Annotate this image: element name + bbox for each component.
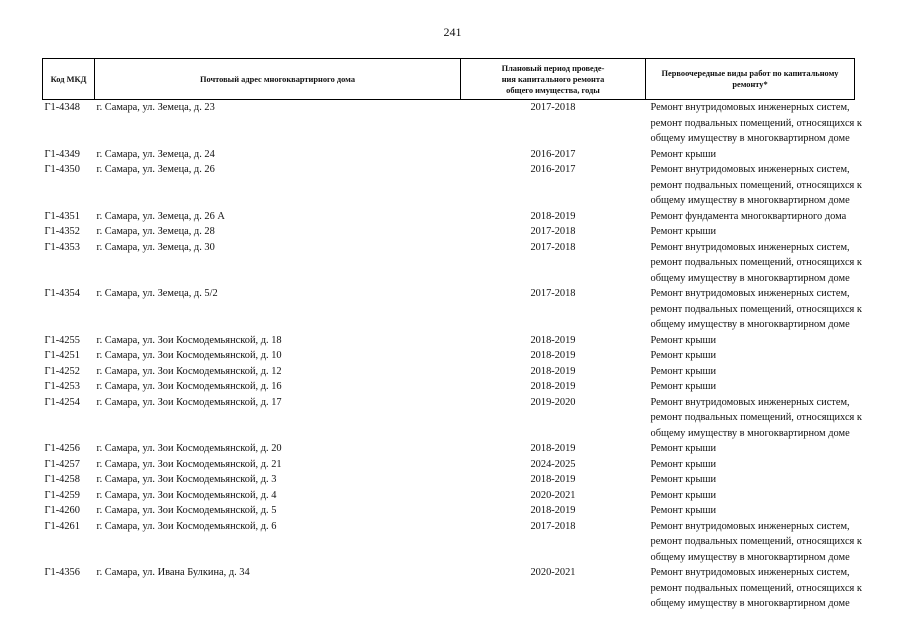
- header-works-line: ремонту*: [732, 80, 768, 89]
- works-line: Ремонт внутридомовых инженерных систем,: [650, 520, 850, 532]
- header-period-line: ния капитального ремонта: [501, 74, 605, 84]
- mkd-code-cell: Г1-4354: [44, 288, 80, 299]
- works-line: Ремонт внутридомовых инженерных систем,: [650, 164, 850, 175]
- works-cell: [646, 379, 855, 395]
- works-line: ремонт подвальных помещений, относящихся к: [650, 536, 862, 547]
- address-cell: г. Самара, ул. Земеца, д. 28: [96, 226, 215, 237]
- header-period-line: общего имущества, годы: [506, 85, 600, 95]
- works-cell: [646, 503, 855, 519]
- works-cell: [646, 286, 862, 333]
- period-cell: 2018-2019: [530, 210, 576, 222]
- table-row: [43, 503, 855, 519]
- works-line: Ремонт крыши: [650, 458, 717, 470]
- works-line: ремонт подвальных помещений, относящихся к: [650, 117, 862, 129]
- period-cell: 2017-2018: [530, 102, 576, 113]
- period-cell: 2016-2017: [530, 164, 576, 175]
- works-cell: [646, 240, 862, 287]
- works-line: общему имуществу в многоквартирном доме: [650, 319, 850, 330]
- works-line: Ремонт крыши: [650, 350, 717, 361]
- table-row: [43, 395, 855, 442]
- address-cell: г. Самара, ул. Зои Космодемьянской, д. 4: [96, 489, 277, 501]
- address-cell: г. Самара, ул. Зои Космодемьянской, д. 17: [96, 396, 282, 408]
- address-cell: г. Самара, ул. Земеца, д. 26: [96, 164, 215, 175]
- address-cell: г. Самара, ул. Зои Космодемьянской, д. 6: [96, 520, 277, 532]
- mkd-code-cell: Г1-4350: [44, 164, 80, 175]
- address-cell: г. Самара, ул. Зои Космодемьянской, д. 5: [96, 505, 277, 516]
- works-line: ремонт подвальных помещений, относящихся к: [650, 179, 862, 191]
- mkd-code-cell: Г1-4259: [44, 489, 80, 501]
- address-cell: г. Самара, ул. Зои Космодемьянской, д. 16: [96, 381, 282, 392]
- mkd-code-cell: Г1-4251: [44, 350, 80, 361]
- address-cell: г. Самара, ул. Зои Космодемьянской, д. 18: [96, 334, 282, 346]
- mkd-code-cell: Г1-4257: [44, 458, 80, 470]
- table-row: [43, 565, 855, 612]
- table-row: [43, 162, 855, 209]
- mkd-code-cell: Г1-4253: [44, 381, 80, 392]
- works-line: Ремонт внутридомовых инженерных систем,: [650, 102, 850, 113]
- table-row: [43, 209, 855, 225]
- period-cell: 2020-2021: [530, 489, 576, 501]
- works-cell: [646, 519, 862, 566]
- mkd-code-cell: Г1-4261: [44, 520, 80, 532]
- works-cell: [646, 162, 862, 209]
- works-line: Ремонт крыши: [650, 443, 717, 454]
- period-cell: 2018-2019: [530, 350, 576, 361]
- table-row: [43, 147, 855, 163]
- header-period-line: Плановый период проведе-: [501, 63, 605, 73]
- works-line: Ремонт внутридомовых инженерных систем,: [650, 241, 850, 253]
- works-line: Ремонт крыши: [650, 474, 717, 485]
- period-cell: 2018-2019: [530, 381, 576, 392]
- period-cell: 2024-2025: [530, 458, 576, 470]
- address-cell: г. Самара, ул. Земеца, д. 23: [96, 102, 215, 113]
- table-row: [43, 286, 855, 333]
- works-line: общему имуществу в многоквартирном доме: [650, 133, 850, 144]
- address-cell: г. Самара, ул. Земеца, д. 24: [96, 148, 215, 160]
- table-row: [43, 457, 855, 473]
- period-cell: 2016-2017: [530, 148, 576, 160]
- address-cell: г. Самара, ул. Земеца, д. 5/2: [96, 288, 218, 299]
- address-cell: г. Самара, ул. Земеца, д. 30: [96, 241, 215, 253]
- mkd-code-cell: Г1-4356: [44, 567, 80, 578]
- address-cell: г. Самара, ул. Зои Космодемьянской, д. 12: [96, 365, 282, 377]
- works-cell: [646, 488, 855, 504]
- works-line: ремонт подвальных помещений, относящихся к: [650, 412, 862, 423]
- works-cell: [646, 472, 855, 488]
- works-cell: [646, 224, 855, 240]
- works-line: ремонт подвальных помещений, относящихся к: [650, 303, 862, 315]
- mkd-code-cell: Г1-4256: [44, 443, 80, 454]
- address-cell: г. Самара, ул. Ивана Булкина, д. 34: [96, 567, 250, 578]
- works-cell: [646, 364, 855, 380]
- period-cell: 2018-2019: [530, 474, 576, 485]
- mkd-code-cell: Г1-4255: [44, 334, 80, 346]
- header-period: [461, 59, 646, 100]
- works-line: ремонт подвальных помещений, относящихся к: [650, 582, 862, 594]
- period-cell: 2018-2019: [530, 505, 576, 516]
- mkd-code-cell: Г1-4352: [44, 226, 80, 237]
- works-cell: [646, 209, 855, 225]
- capital-repair-table: [42, 58, 862, 612]
- works-line: Ремонт крыши: [650, 365, 717, 377]
- works-cell: [646, 441, 855, 457]
- works-cell: [646, 395, 862, 442]
- table-row: [43, 240, 855, 287]
- works-line: Ремонт крыши: [650, 489, 717, 501]
- header-works-line: Первоочередные виды работ по капитальному: [661, 69, 839, 78]
- works-cell: [646, 100, 862, 147]
- works-line: Ремонт крыши: [650, 226, 717, 237]
- works-line: Ремонт внутридомовых инженерных систем,: [650, 288, 850, 299]
- works-line: общему имуществу в многоквартирном доме: [650, 551, 850, 563]
- mkd-code-cell: Г1-4252: [44, 365, 80, 377]
- works-line: общему имуществу в многоквартирном доме: [650, 195, 850, 206]
- address-cell: г. Самара, ул. Зои Космодемьянской, д. 10: [96, 350, 282, 361]
- table-row: [43, 333, 855, 349]
- table-row: [43, 348, 855, 364]
- period-cell: 2017-2018: [530, 520, 576, 532]
- works-line: Ремонт внутридомовых инженерных систем,: [650, 567, 850, 578]
- works-cell: [646, 333, 855, 349]
- table-row: [43, 472, 855, 488]
- mkd-code-cell: Г1-4353: [44, 241, 80, 253]
- works-cell: [646, 457, 855, 473]
- works-line: Ремонт крыши: [650, 505, 717, 516]
- table-row: [43, 441, 855, 457]
- works-line: Ремонт фундамента многоквартирного дома: [650, 210, 847, 222]
- table-row: [43, 519, 855, 566]
- address-cell: г. Самара, ул. Зои Космодемьянской, д. 20: [96, 443, 282, 454]
- table-row: [43, 488, 855, 504]
- table-row: [43, 100, 855, 147]
- table-row: [43, 364, 855, 380]
- header-works: [646, 59, 855, 100]
- table-row: [43, 379, 855, 395]
- period-cell: 2017-2018: [530, 226, 576, 237]
- works-line: общему имуществу в многоквартирном доме: [650, 598, 850, 609]
- mkd-code-cell: Г1-4258: [44, 474, 80, 485]
- table-header: [43, 59, 855, 100]
- mkd-code-cell: Г1-4351: [44, 210, 80, 222]
- works-cell: [646, 565, 862, 612]
- period-cell: 2018-2019: [530, 443, 576, 454]
- mkd-code-cell: Г1-4254: [44, 396, 80, 408]
- works-line: ремонт подвальных помещений, относящихся к: [650, 257, 862, 268]
- header-address: Почтовый адрес многоквартирного дома: [95, 59, 461, 100]
- address-cell: г. Самара, ул. Зои Космодемьянской, д. 3: [96, 474, 277, 485]
- period-cell: 2018-2019: [530, 334, 576, 346]
- address-cell: г. Самара, ул. Земеца, д. 26 А: [96, 210, 225, 222]
- address-cell: г. Самара, ул. Зои Космодемьянской, д. 21: [96, 458, 282, 470]
- works-line: Ремонт крыши: [650, 381, 717, 392]
- mkd-code-cell: Г1-4260: [44, 505, 80, 516]
- works-line: Ремонт крыши: [650, 148, 717, 160]
- works-line: Ремонт крыши: [650, 334, 717, 346]
- mkd-code-cell: Г1-4349: [44, 148, 80, 160]
- table-row: [43, 224, 855, 240]
- works-line: общему имуществу в многоквартирном доме: [650, 272, 850, 284]
- period-cell: 2020-2021: [530, 567, 576, 578]
- period-cell: 2017-2018: [530, 288, 576, 299]
- table-body: [43, 100, 862, 612]
- mkd-code-cell: Г1-4348: [44, 102, 80, 113]
- period-cell: 2019-2020: [530, 396, 576, 408]
- works-cell: [646, 147, 855, 163]
- works-line: общему имуществу в многоквартирном доме: [650, 427, 850, 439]
- period-cell: 2017-2018: [530, 241, 576, 253]
- header-code: Код МКД: [43, 59, 95, 100]
- page-number: 241: [443, 25, 462, 39]
- works-cell: [646, 348, 855, 364]
- works-line: Ремонт внутридомовых инженерных систем,: [650, 396, 850, 408]
- period-cell: 2018-2019: [530, 365, 576, 377]
